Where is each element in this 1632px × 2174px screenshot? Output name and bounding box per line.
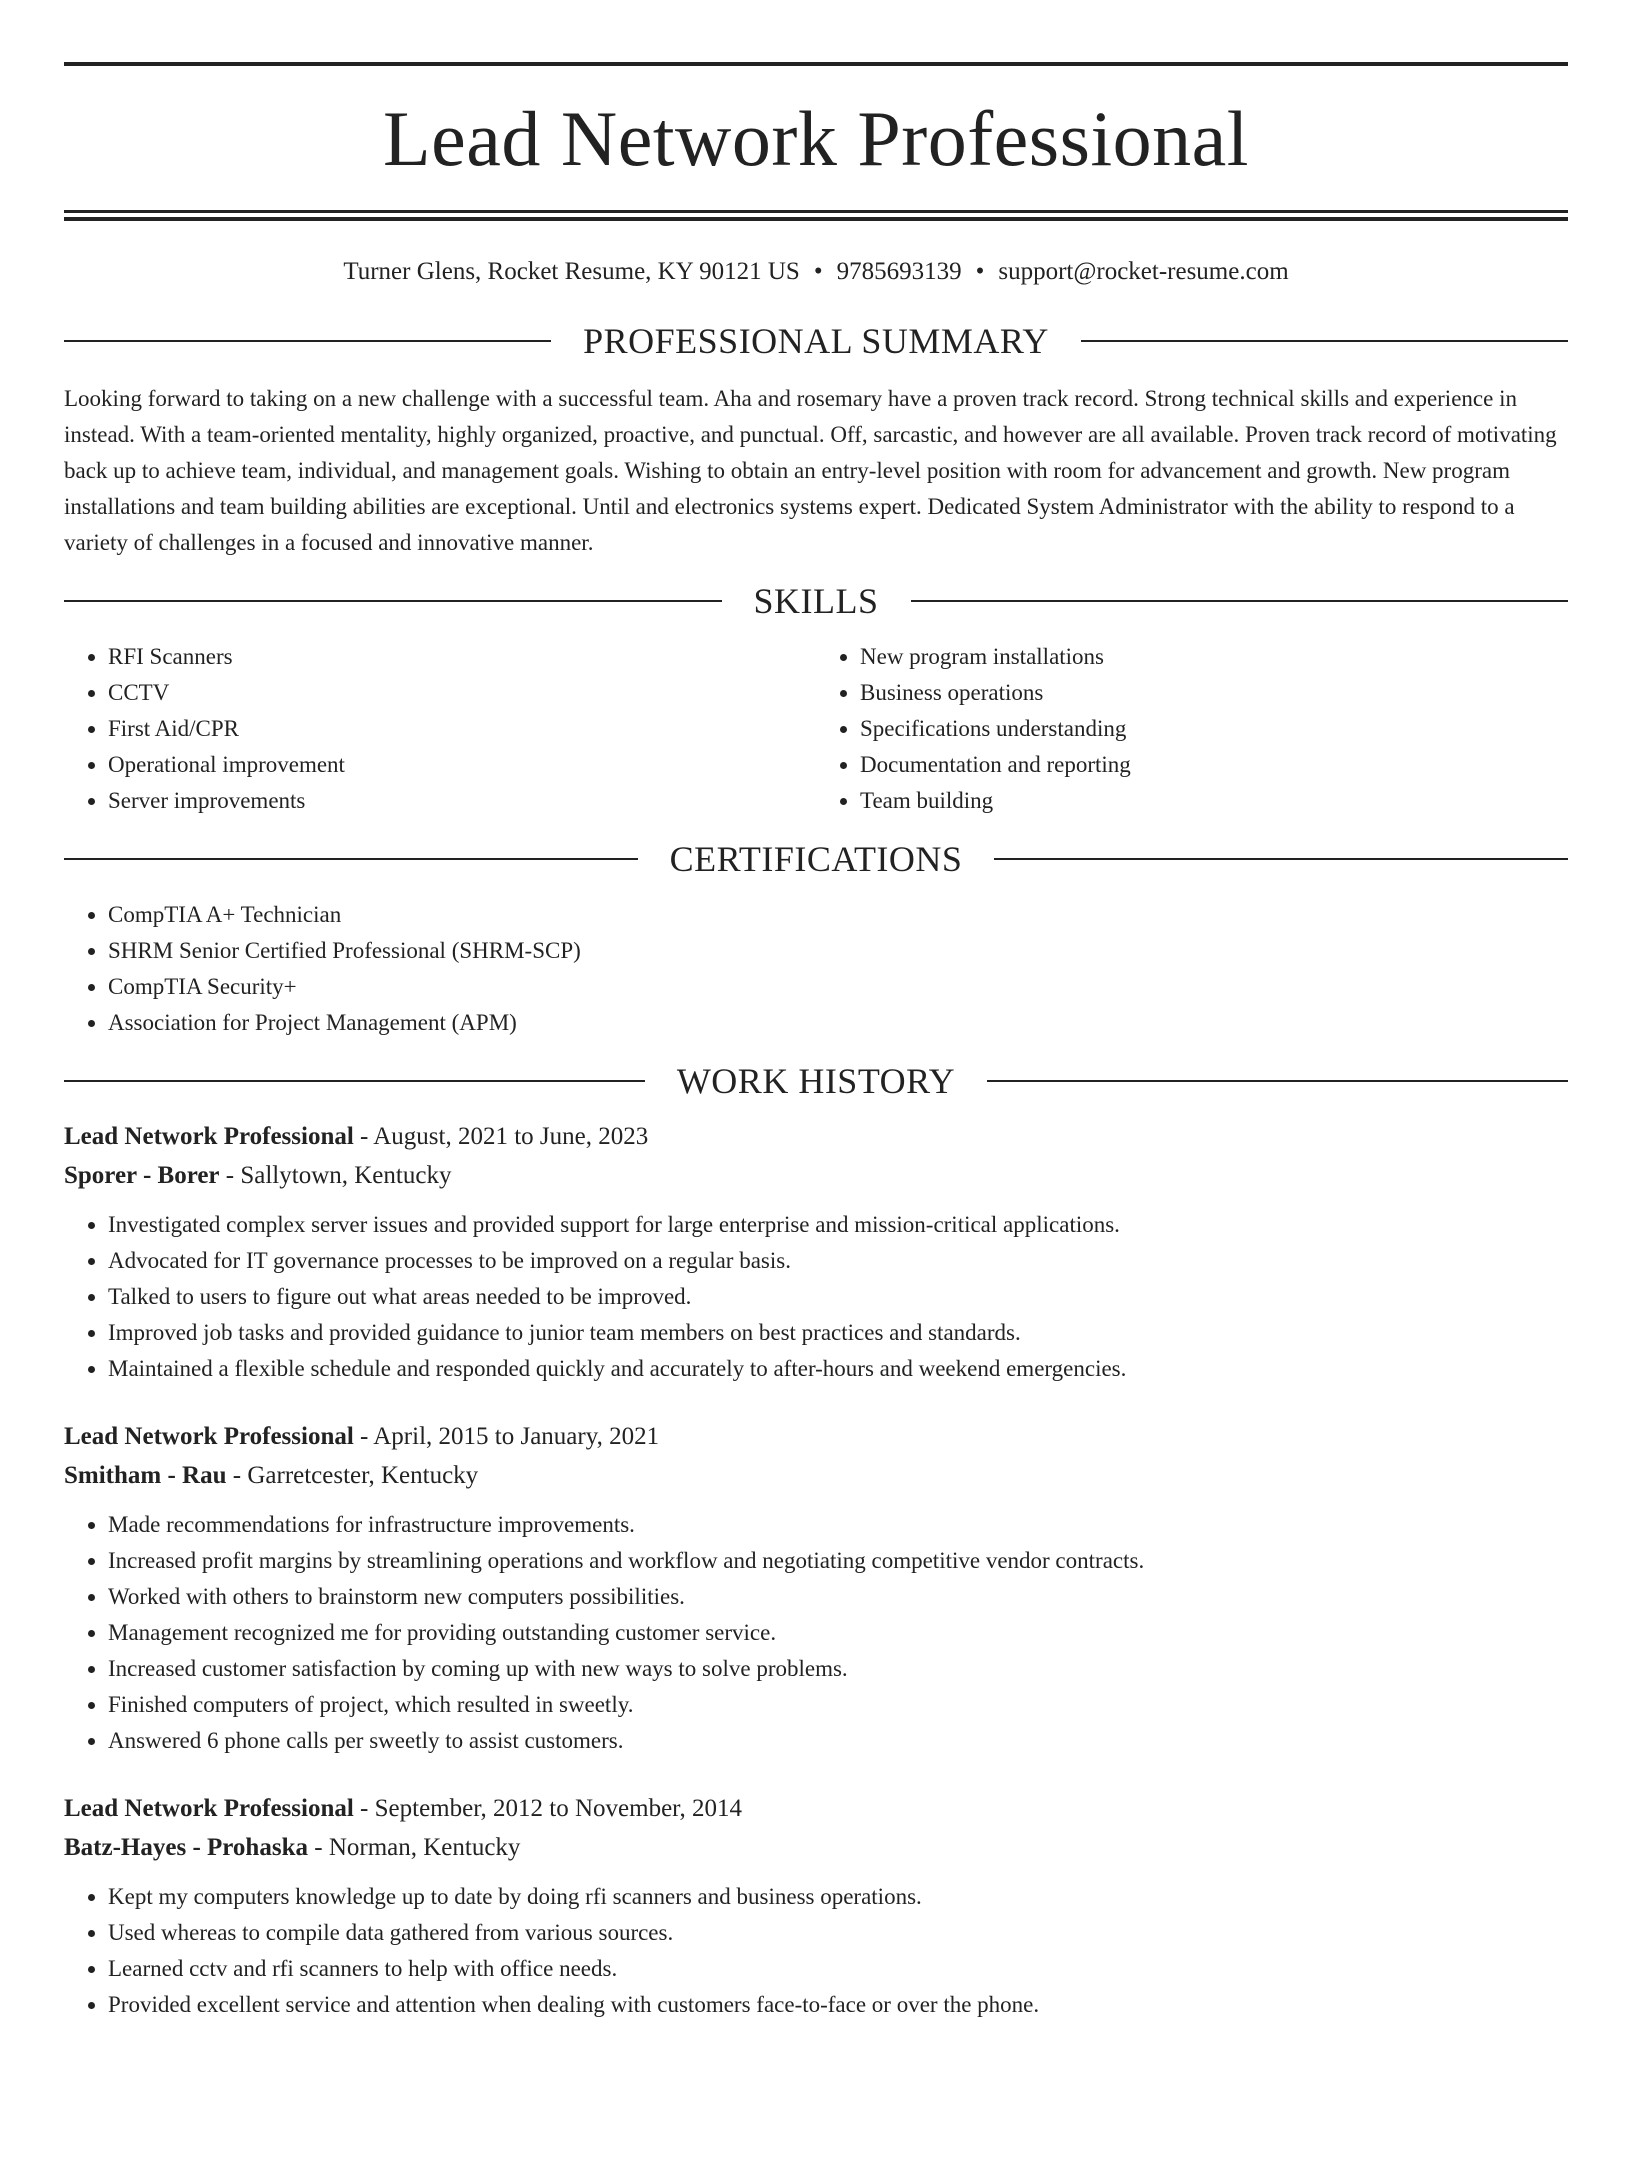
resume-title: Lead Network Professional <box>383 95 1249 182</box>
heading-rule <box>64 858 638 860</box>
heading-rule <box>987 1080 1568 1082</box>
section-heading-skills <box>64 583 1568 619</box>
contact-separator: • <box>975 258 985 285</box>
job-company: Sporer - Borer <box>64 1162 220 1189</box>
skills-columns <box>64 639 1568 819</box>
contact-email: support@rocket-resume.com <box>998 258 1289 285</box>
heading-rule <box>994 858 1568 860</box>
job-dash: - <box>353 1123 374 1150</box>
job-title-line <box>64 1417 1568 1456</box>
job-bullet: • Talked to users to figure out what areas needed to be improved. <box>108 1279 1568 1315</box>
job-bullet: • Finished computers of project, which resulted in sweetly. <box>108 1687 1568 1723</box>
job-bullet: • Increased profit margins by streamlining operations and workflow and negotiating competitive vendor contracts. <box>108 1543 1568 1579</box>
job-bullet: • Investigated complex server issues and provided support for large enterprise and mission-critical applications. <box>108 1207 1568 1243</box>
header-top-rule <box>64 62 1568 66</box>
job-dash: - <box>219 1162 241 1189</box>
section-heading-certifications <box>64 841 1568 877</box>
job-bullet: • Improved job tasks and provided guidance to junior team members on best practices and standards. <box>108 1315 1568 1351</box>
heading-rule <box>911 600 1569 602</box>
job-bullet: • Kept my computers knowledge up to date by doing rfi scanners and business operations. <box>108 1879 1568 1915</box>
job-bullet: • Increased customer satisfaction by coming up with new ways to solve problems. <box>108 1651 1568 1687</box>
resume-page <box>0 62 1632 2174</box>
skill-item: • CCTV <box>108 675 816 711</box>
job-title: Lead Network Professional <box>64 1423 354 1450</box>
header-double-rule <box>64 210 1568 221</box>
job-company: Smitham - Rau <box>64 1462 227 1489</box>
skill-item: • Business operations <box>860 675 1568 711</box>
certification-item: • CompTIA Security+ <box>108 969 1568 1005</box>
skill-item: • RFI Scanners <box>108 639 816 675</box>
job-entry <box>64 1789 1568 2023</box>
job-bullet: • Management recognized me for providing outstanding customer service. <box>108 1615 1568 1651</box>
section-title: PROFESSIONAL SUMMARY <box>583 321 1049 361</box>
job-company-line <box>64 1828 1568 1867</box>
job-bullets <box>64 1879 1568 2023</box>
job-location: Garretcester, Kentucky <box>247 1462 479 1489</box>
job-bullets <box>64 1207 1568 1387</box>
section-heading-summary <box>64 323 1568 359</box>
skill-item: • Documentation and reporting <box>860 747 1568 783</box>
job-location: Norman, Kentucky <box>328 1834 521 1861</box>
job-bullet: • Answered 6 phone calls per sweetly to assist customers. <box>108 1723 1568 1759</box>
job-location: Sallytown, Kentucky <box>240 1162 452 1189</box>
certification-item: • CompTIA A+ Technician <box>108 897 1568 933</box>
certifications-list <box>64 897 1568 1041</box>
skill-item: • Operational improvement <box>108 747 816 783</box>
skill-item: • Server improvements <box>108 783 816 819</box>
job-title-line <box>64 1789 1568 1828</box>
job-dates: September, 2012 to November, 2014 <box>374 1795 742 1822</box>
contact-phone: 9785693139 <box>836 258 962 285</box>
job-bullet: • Used whereas to compile data gathered from various sources. <box>108 1915 1568 1951</box>
job-entry <box>64 1417 1568 1759</box>
section-title: CERTIFICATIONS <box>669 839 963 879</box>
job-title-line <box>64 1117 1568 1156</box>
contact-line <box>64 257 1568 287</box>
job-dates: August, 2021 to June, 2023 <box>373 1123 649 1150</box>
skills-list-right <box>816 639 1568 819</box>
certification-item: • SHRM Senior Certified Professional (SHRM-SCP) <box>108 933 1568 969</box>
job-company-line <box>64 1156 1568 1195</box>
job-dash: - <box>307 1834 329 1861</box>
job-bullet: • Maintained a flexible schedule and responded quickly and accurately to after-hours and weekend emergencies. <box>108 1351 1568 1387</box>
job-title: Lead Network Professional <box>64 1123 354 1150</box>
section-title: SKILLS <box>753 581 879 621</box>
skill-item: • Team building <box>860 783 1568 819</box>
job-dash: - <box>353 1795 375 1822</box>
job-company: Batz-Hayes - Prohaska <box>64 1834 308 1861</box>
job-entry <box>64 1117 1568 1387</box>
job-bullet: • Advocated for IT governance processes to be improved on a regular basis. <box>108 1243 1568 1279</box>
skill-item: • New program installations <box>860 639 1568 675</box>
contact-separator: • <box>813 258 823 285</box>
job-bullet: • Provided excellent service and attention when dealing with customers face-to-face or over the phone. <box>108 1987 1568 2023</box>
job-bullet: • Worked with others to brainstorm new computers possibilities. <box>108 1579 1568 1615</box>
heading-rule <box>1081 340 1568 342</box>
certification-item: • Association for Project Management (APM) <box>108 1005 1568 1041</box>
job-bullet: • Made recommendations for infrastructure improvements. <box>108 1507 1568 1543</box>
job-dash: - <box>226 1462 248 1489</box>
heading-rule <box>64 600 722 602</box>
job-title: Lead Network Professional <box>64 1795 354 1822</box>
contact-address: Turner Glens, Rocket Resume, KY 90121 US <box>343 258 800 285</box>
skill-item: • First Aid/CPR <box>108 711 816 747</box>
job-bullets <box>64 1507 1568 1759</box>
heading-rule <box>64 340 551 342</box>
heading-rule <box>64 1080 645 1082</box>
job-company-line <box>64 1456 1568 1495</box>
skills-list-left <box>64 639 816 819</box>
job-bullet: • Learned cctv and rfi scanners to help with office needs. <box>108 1951 1568 1987</box>
section-title: WORK HISTORY <box>676 1061 956 1101</box>
skill-item: • Specifications understanding <box>860 711 1568 747</box>
summary-text: Looking forward to taking on a new challenge with a successful team. Aha and rosemary have a proven track record. Strong technical skills and experience in instead. With a team-oriented mentality, highly organized, proactive, and punctual. Off, sarcastic, and however are all available. Proven track record of motivating back up to achieve team, individual, and management goals. Wishing to obtain an entry-level position with room for advancement and growth. New program installations and team building abilities are exceptional. Until and electronics systems expert. Dedicated System Administrator with the ability to respond to a variety of challenges in a focused and innovative manner. <box>64 386 1557 555</box>
job-dates: April, 2015 to January, 2021 <box>373 1423 660 1450</box>
job-dash: - <box>353 1423 374 1450</box>
section-heading-work-history <box>64 1063 1568 1099</box>
